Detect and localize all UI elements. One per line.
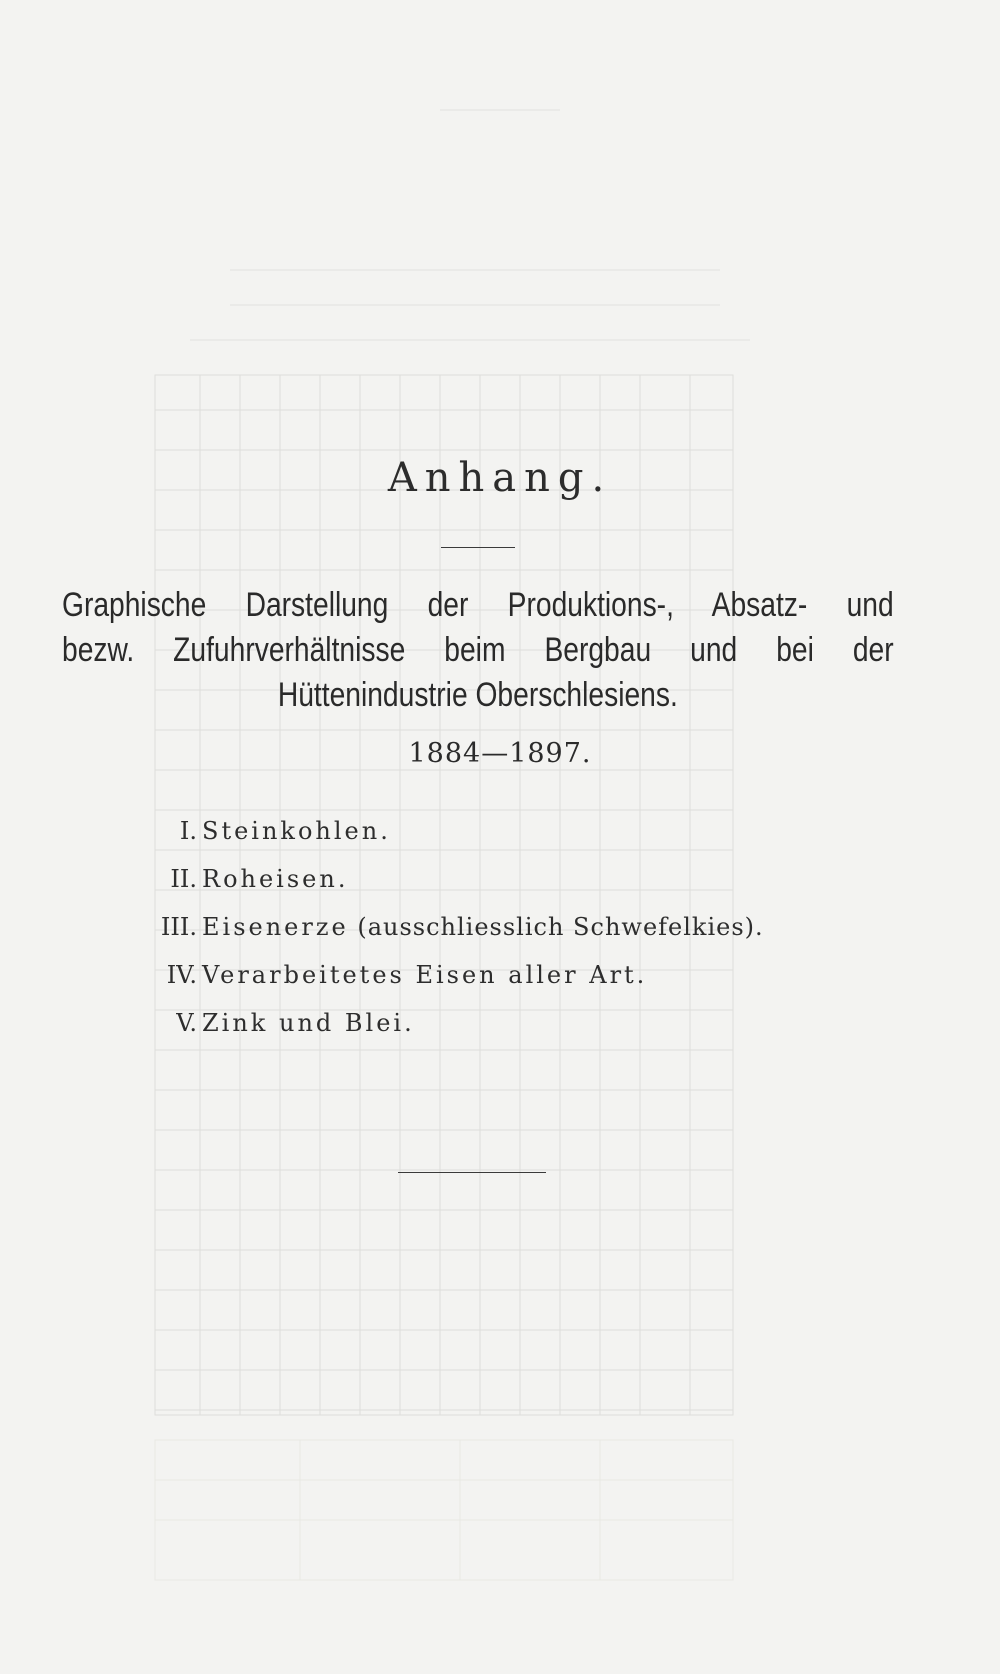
toc-item-title: Roheisen.: [202, 865, 349, 893]
document-subtitle: [62, 583, 894, 718]
subtitle-line-2: bezw. Zufuhrverhältnisse beim Bergbau und bei der: [62, 631, 894, 669]
toc-item: [130, 807, 764, 855]
year-range: 1884—1897.: [408, 738, 592, 769]
subtitle-line-3: Hüttenindustrie Oberschlesiens.: [277, 676, 678, 714]
appendix-heading: Anhang.: [387, 455, 613, 501]
subtitle-line-1: Graphische Darstellung der Produktions-, Absatz- und: [62, 586, 894, 624]
table-of-contents: [130, 807, 764, 1047]
bottom-divider-rule: [398, 1172, 546, 1173]
toc-item-number: V.: [176, 1009, 197, 1037]
top-divider-rule: [441, 547, 515, 548]
toc-item-title: Verarbeitetes Eisen aller Art.: [202, 961, 648, 989]
toc-item: [130, 903, 764, 951]
toc-item-number: IV.: [166, 961, 197, 989]
toc-item-number: III.: [160, 913, 197, 941]
toc-item: [130, 999, 764, 1047]
toc-item-title: Steinkohlen.: [202, 817, 391, 845]
toc-item-number: II.: [170, 865, 197, 893]
toc-item: [130, 855, 764, 903]
toc-item-number: I.: [179, 817, 197, 845]
toc-item-title: Zink und Blei.: [202, 1009, 415, 1037]
toc-item-title: Eisenerze (ausschliesslich Schwefelkies).: [202, 913, 764, 941]
toc-item: [130, 951, 764, 999]
